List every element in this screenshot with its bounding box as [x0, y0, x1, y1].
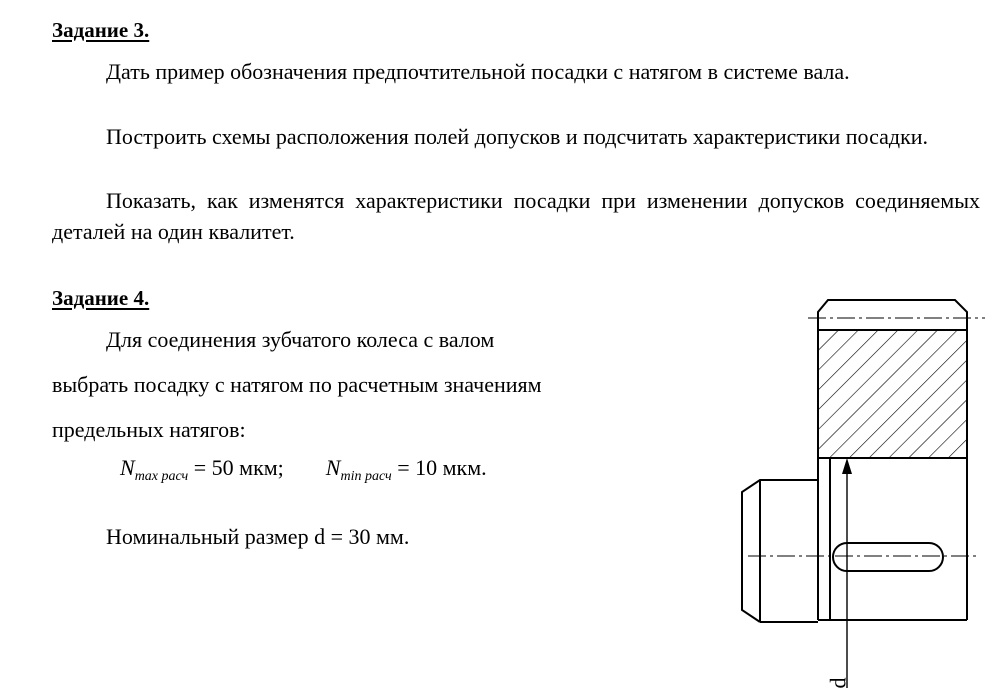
nmin-symbol: N	[325, 455, 341, 480]
key-slot	[833, 543, 943, 571]
nmax-symbol: N	[120, 455, 135, 480]
task4-heading: Задание 4.	[52, 286, 150, 310]
task3-paragraph-2: Построить схемы расположения полей допусков и подсчитать характеристики посадки.	[106, 124, 929, 149]
task4-text-line-2: выбрать посадку с натягом по расчетным значениям	[52, 372, 542, 397]
nmin-value: = 10 мкм.	[391, 455, 487, 480]
nominal-size-line: Номинальный размер d = 30 мм.	[106, 524, 410, 549]
nmax-subscript: max расч	[134, 469, 189, 484]
nmin-subscript: min расч	[340, 469, 392, 484]
gear-hatched-section	[818, 330, 967, 458]
dimension-label: d	[825, 677, 851, 689]
nmax-value: = 50 мкм;	[188, 455, 284, 480]
task3-paragraph-1: Дать пример обозначения предпочтительной посадки с натягом в системе вала.	[106, 59, 850, 84]
task3-heading: Задание 3.	[52, 18, 150, 42]
gear-outline-top	[818, 300, 967, 330]
task3-paragraph-3: Показать, как изменятся характеристики посадки при изменении допусков соединяемых деталей на один квалитет.	[52, 188, 980, 244]
task4-text-line-3: предельных натягов:	[52, 417, 246, 442]
task4-text-line-1: Для соединения зубчатого колеса с валом	[106, 327, 495, 352]
dimension-arrow	[842, 458, 852, 474]
shaft-outline	[742, 480, 818, 622]
